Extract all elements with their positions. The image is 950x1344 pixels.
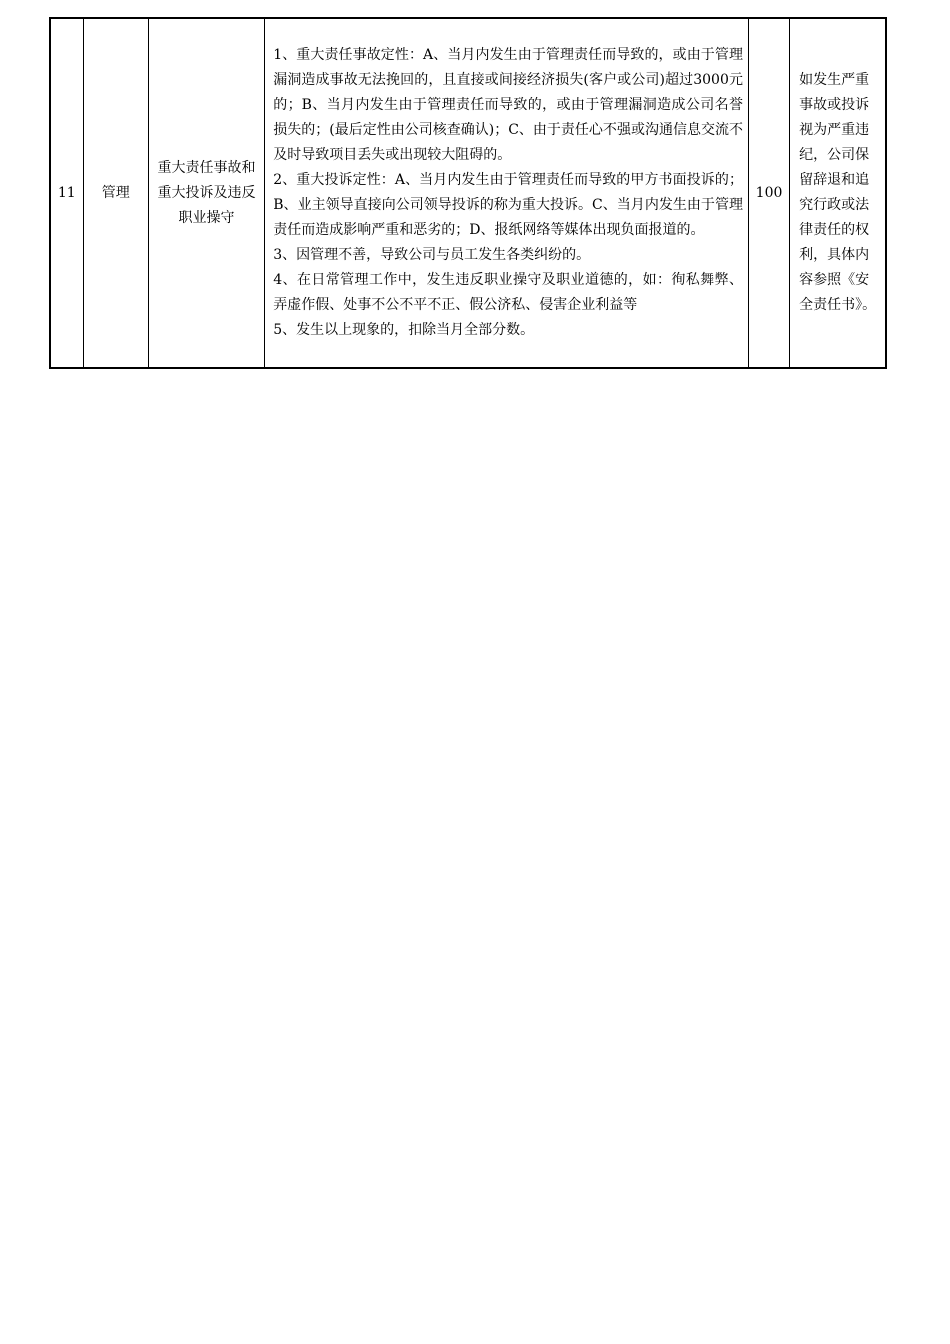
assessment-item-cell: 重大责任事故和重大投诉及违反职业操守 [148,18,264,368]
standard-clause-4: 4、在日常管理工作中，发生违反职业操守及职业道德的，如：徇私舞弊、弄虚作假、处事不公不平不正、假公济私、侵害企业利益等 [273,272,743,313]
standard-clause-2: 2、重大投诉定性：A、当月内发生由于管理责任而导致的甲方书面投诉的；B、业主领导直接向公司领导投诉的称为重大投诉。C、当月内发生由于管理责任而造成影响严重和恶劣的；D、报纸网络等媒体出现负面报道的。 [273,172,743,238]
score-cell: 100 [748,18,789,368]
category-cell: 管理 [83,18,148,368]
row-number-cell: 11 [50,18,83,368]
standards-cell [265,18,749,368]
standard-clause-5: 5、发生以上现象的，扣除当月全部分数。 [273,322,535,338]
standard-clause-1: 1、重大责任事故定性：A、当月内发生由于管理责任而导致的，或由于管理漏洞造成事故无法挽回的，且直接或间接经济损失(客户或公司)超过3000元的；B、当月内发生由于管理责任而导致的，或由于管理漏洞造成公司名誉损失的；(最后定性由公司核查确认)；C、由于责任心不强或沟通信息交流不及时导致项目丢失或出现较大阻碍的。 [273,47,743,163]
standard-clause-3: 3、因管理不善，导致公司与员工发生各类纠纷的。 [273,247,591,263]
assessment-table [49,17,887,369]
remark-cell: 如发生严重事故或投诉视为严重违纪，公司保留辞退和追究行政或法律责任的权利，具体内容参照《安全责任书》。 [790,18,886,368]
table-row [50,18,886,368]
